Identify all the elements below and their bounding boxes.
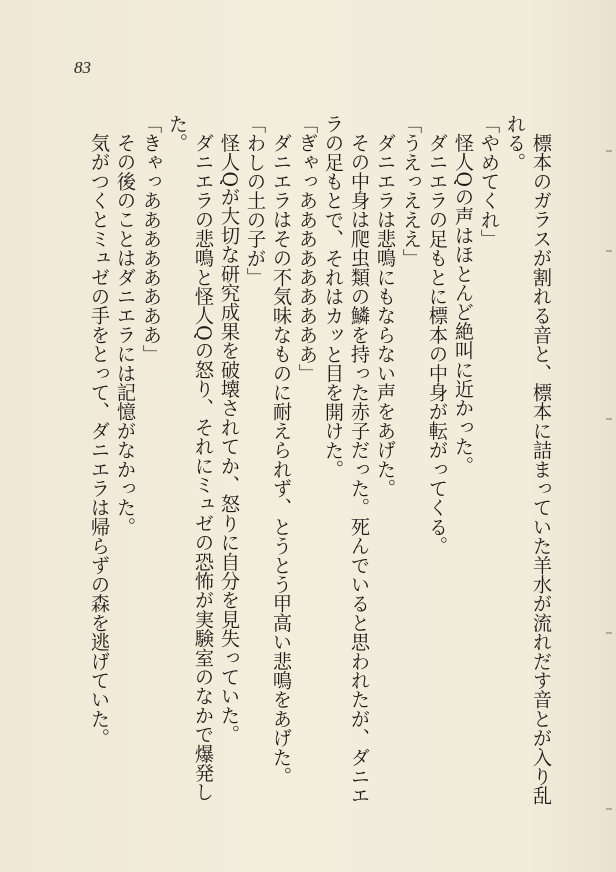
paragraph: 「わしの土の子が」: [244, 114, 267, 287]
paragraph: 気がつくとミュゼの手をとって、ダニエラは帰らずの森を逃げていた。: [88, 133, 111, 748]
paragraph: 怪人Qが大切な研究成果を破壊されてか、怒りに自分を見失っていた。: [218, 133, 241, 745]
page-edge-mark: [606, 808, 612, 810]
paragraph: ダニエラはその不気味なものに耐えられず、とうとう甲高い悲鳴をあげた。: [270, 133, 293, 786]
paragraph: 標本のガラスが割れる音と、標本に詰まっていた羊水が流れだす音とが入り乱れる。: [504, 114, 553, 806]
paragraph: ダニエラは悲鳴にもならない声をあげた。: [374, 133, 397, 498]
paragraph: 「ぎゃっあああああああああ」: [296, 114, 319, 383]
paragraph: 「うえっえええ」: [400, 114, 423, 268]
page-edge-mark: [606, 418, 612, 420]
paragraph: ダニエラの悲鳴と怪人Qの怒り、それにミュゼの恐怖が実験室のなかで爆発した。: [166, 114, 215, 802]
page-number: 83: [74, 58, 91, 77]
paragraph: 怪人Qの声はほとんど絶叫に近かった。: [452, 133, 475, 476]
page-edge-mark: [606, 150, 612, 152]
paragraph: その後のことはダニエラには記憶がなかった。: [114, 133, 137, 537]
paragraph: 「やめてくれ」: [478, 114, 501, 249]
page-edge-mark: [606, 250, 612, 252]
paragraph: その中身は爬虫類の鱗を持った赤子だった。死んでいると思われたが、ダニエラの足もとで、それはカッと目を開けた。: [322, 114, 371, 806]
paragraph: ダニエラの足もとに標本の中身が転がってくる。: [426, 133, 449, 556]
body-text: [86, 114, 554, 814]
paragraph: 「きゃっああああああああ」: [140, 114, 163, 364]
page-edge-mark: [606, 632, 612, 634]
